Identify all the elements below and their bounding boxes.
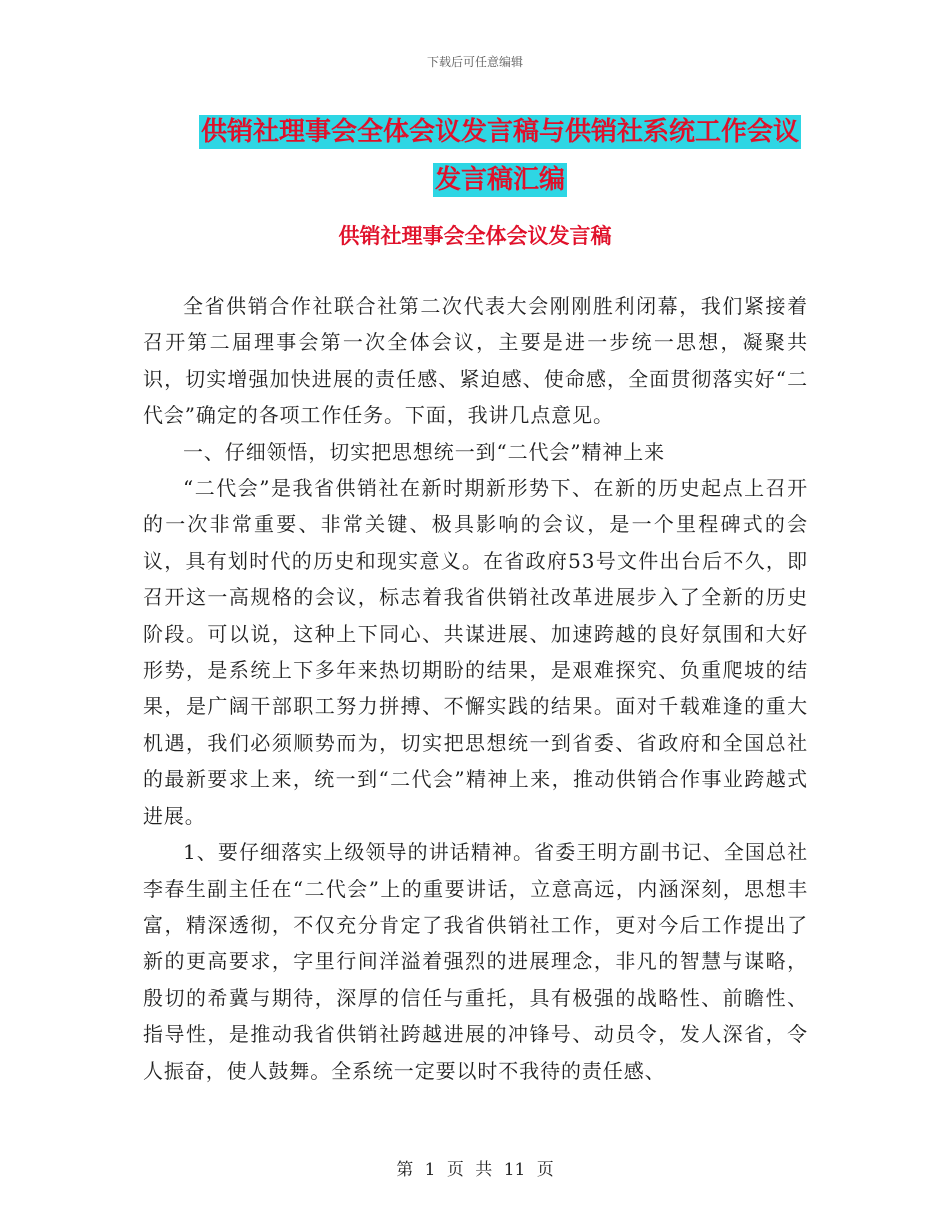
paragraph-point-one: 1、要仔细落实上级领导的讲话精神。省委王明方副书记、全国总社李春生副主任在“二代会”上的重要讲话，立意高远，内涵深刻，思想丰富，精深透彻，不仅充分肯定了我省供销社工作，更对今后工作提出了新的更高要求，字里行间洋溢着强烈的进展理念，非凡的智慧与谋略，殷切的希冀与期待，深厚的信任与重托，具有极强的战略性、前瞻性、指导性，是推动我省供销社跨越进展的冲锋号、动员令，发人深省，令人振奋，使人鼓舞。全系统一定要以时不我待的责任感、	[143, 840, 808, 1083]
document-title-line1: 供销社理事会全体会议发言稿与供销社系统工作会议	[200, 117, 799, 147]
paragraph-intro: 全省供销合作社联合社第二次代表大会刚刚胜利闭幕，我们紧接着召开第二届理事会第一次全体会议，主要是进一步统一思想，凝聚共识，切实增强加快进展的责任感、紧迫感、使命感，全面贯彻落实好“二代会”确定的各项工作任务。下面，我讲几点意见。	[143, 294, 808, 428]
paragraph-heading-one: 一、仔细领悟，切实把思想统一到“二代会”精神上来	[183, 439, 666, 464]
document-body	[143, 288, 808, 1089]
page-number: 第 1 页 共 11 页	[396, 1160, 554, 1180]
paragraph-second-congress: “二代会”是我省供销社在新时期新形势下、在新的历史起点上召开的一次非常重要、非常关键、极具影响的会议，是一个里程碑式的会议，具有划时代的历史和现实意义。在省政府53号文件出台后不久，即召开这一高规格的会议，标志着我省供销社改革进展步入了全新的历史阶段。可以说，这种上下同心、共谋进展、加速跨越的良好氛围和大好形势，是系统上下多年来热切期盼的结果，是艰难探究、负重爬坡的结果，是广阔干部职工努力拼搏、不懈实践的结果。面对千载难逢的重大机遇，我们必须顺势而为，切实把思想统一到省委、省政府和全国总社的最新要求上来，统一到“二代会”精神上来，推动供销合作事业跨越式进展。	[143, 476, 808, 828]
page-header-note: 下载后可任意编辑	[426, 55, 523, 69]
document-title-line2: 发言稿汇编	[434, 165, 565, 195]
document-title	[140, 108, 860, 204]
section-title: 供销社理事会全体会议发言稿	[338, 224, 612, 248]
